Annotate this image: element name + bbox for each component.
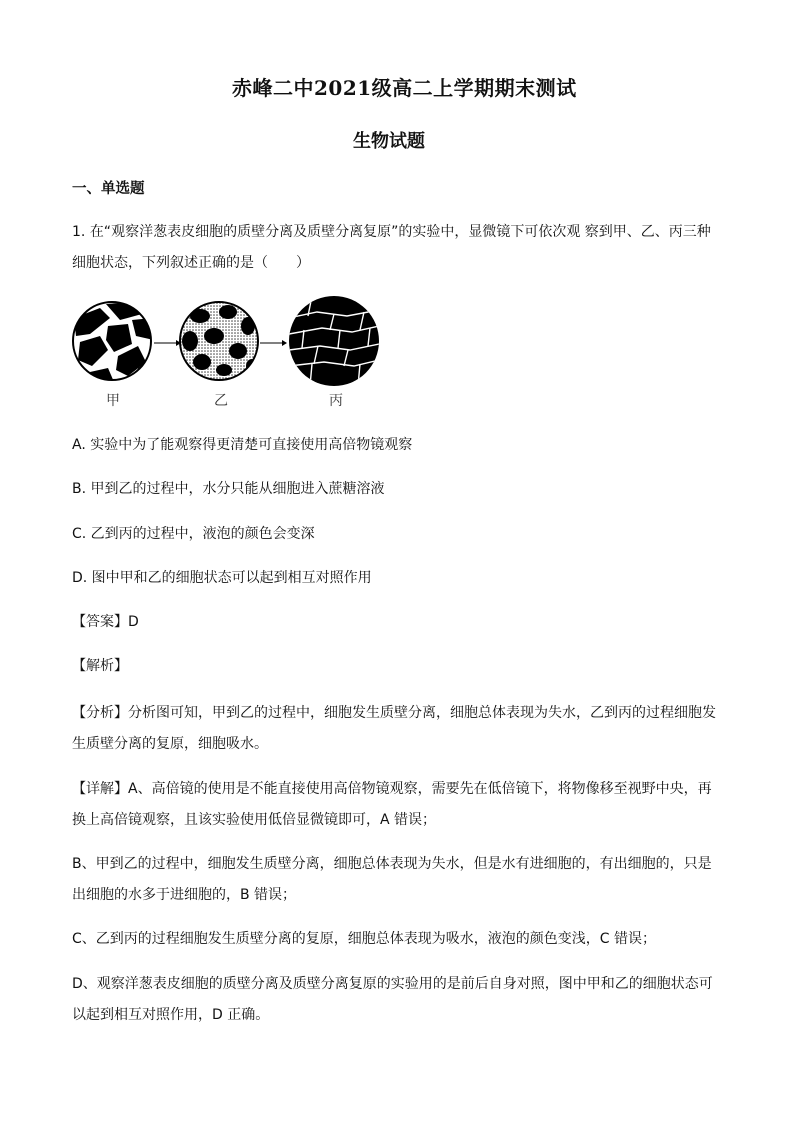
- section-heading: 一、单选题: [72, 181, 145, 197]
- xiangjie-b-line1: B、甲到乙的过程中，细胞发生质壁分离，细胞总体表现为失水，但是水有进细胞的，有出细胞的，只是: [72, 856, 712, 872]
- xiangjie-d-line1: D、观察洋葱表皮细胞的质壁分离及质壁分离复原的实验用的是前后自身对照，图中甲和乙的细胞状态可: [72, 976, 713, 992]
- fenxi-tag: 【分析】: [72, 705, 128, 721]
- question-stem-line2: 细胞状态，下列叙述正确的是（ ）: [72, 255, 310, 271]
- option-b: B. 甲到乙的过程中，水分只能从细胞进入蔗糖溶液: [72, 481, 385, 497]
- question-stem: 在“观察洋葱表皮细胞的质壁分离及质壁分离复原”的实验中，显微镜下可依次观 察到甲、乙、丙三种: [89, 224, 711, 240]
- analysis-tag: 【解析】: [72, 658, 128, 674]
- fenxi-line1: [72, 703, 716, 723]
- xiangjie-tag: 【详解】: [72, 781, 128, 797]
- xiangjie-c-line1: C、乙到丙的过程细胞发生质壁分离的复原，细胞总体表现为吸水，液泡的颜色变浅，C 错误；: [72, 931, 656, 947]
- xiangjie-b-line2: 出细胞的水多于进细胞的，B 错误；: [72, 887, 297, 903]
- fenxi-line2: 生质壁分离的复原，细胞吸水。: [72, 736, 268, 752]
- option-a: A. 实验中为了能观察得更清楚可直接使用高倍物镜观察: [72, 437, 413, 453]
- cell-view-bing: [289, 296, 379, 386]
- xiangjie-a-line2: 换上高倍镜观察，且该实验使用低倍显微镜即可，A 错误；: [72, 812, 437, 828]
- cell-view-yi: [180, 302, 258, 380]
- xiangjie-d-line2: 以起到相互对照作用，D 正确。: [72, 1007, 270, 1023]
- xiangjie-a-text: A、高倍镜的使用是不能直接使用高倍物镜观察，需要先在低倍镜下，将物像移至视野中央，再: [128, 781, 712, 797]
- label-yi: 乙: [214, 393, 228, 409]
- option-c: C. 乙到丙的过程中，液泡的颜色会变深: [72, 526, 315, 542]
- microscope-illustration: [72, 296, 392, 412]
- answer-tag: 【答案】: [72, 614, 128, 630]
- label-jia: 甲: [106, 393, 120, 409]
- option-d: D. 图中甲和乙的细胞状态可以起到相互对照作用: [72, 570, 372, 586]
- cell-view-jia: [73, 302, 154, 386]
- fenxi-text: 分析图可知，甲到乙的过程中，细胞发生质壁分离，细胞总体表现为失水，乙到丙的过程细胞发: [128, 705, 716, 721]
- question-stem-line1: [72, 222, 711, 242]
- xiangjie-a-line1: [72, 779, 712, 799]
- answer-line: [72, 612, 139, 632]
- microscope-figure: [72, 296, 392, 412]
- label-bing: 丙: [329, 393, 343, 409]
- answer-value: D: [128, 614, 139, 630]
- question-number: 1.: [72, 224, 86, 240]
- page-subtitle: 生物试题: [353, 131, 425, 152]
- page-title: 赤峰二中2021级高二上学期期末测试: [232, 76, 577, 100]
